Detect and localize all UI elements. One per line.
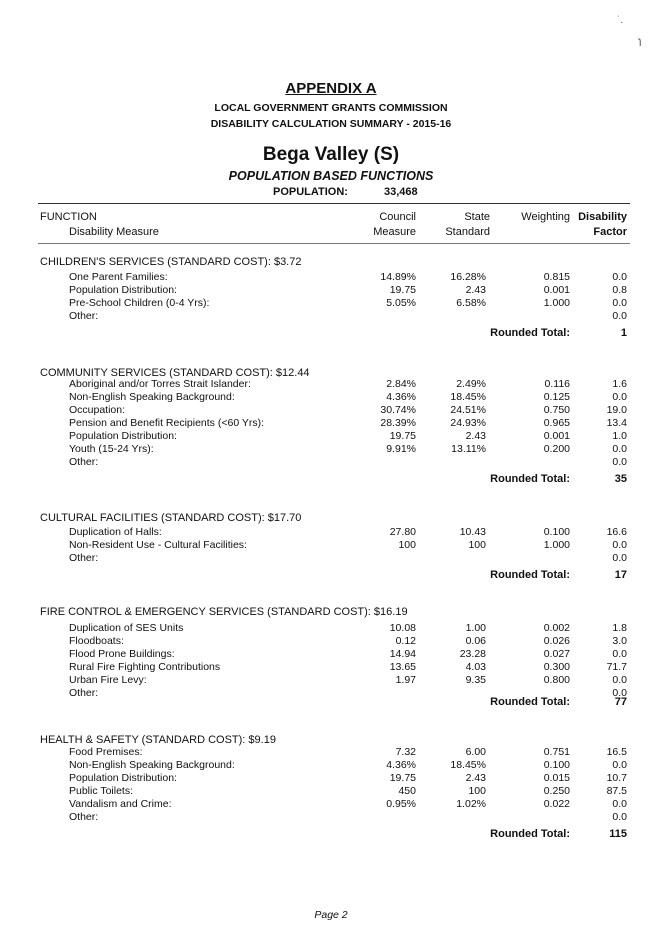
- section-heading: FIRE CONTROL & EMERGENCY SERVICES (STANDARD COST): $16.19: [40, 606, 408, 618]
- weighting: 1.000: [543, 297, 570, 309]
- rounded-total-label: Rounded Total:: [490, 696, 570, 708]
- state-standard: 6.00: [465, 746, 486, 758]
- rounded-total-value: 17: [614, 569, 627, 581]
- row-label: Vandalism and Crime:: [69, 798, 172, 810]
- weighting: 0.751: [543, 746, 570, 758]
- table-row: [0, 443, 662, 456]
- state-standard: 100: [468, 785, 486, 797]
- state-standard: 100: [468, 539, 486, 551]
- column-header-function: FUNCTION: [40, 211, 97, 223]
- council-measure: 4.36%: [386, 391, 416, 403]
- table-row: [0, 746, 662, 759]
- column-header-divider: [38, 243, 630, 244]
- disability-factor: 0.0: [612, 759, 627, 771]
- disability-factor: 0.0: [612, 798, 627, 810]
- summary-title: DISABILITY CALCULATION SUMMARY - 2015-16: [210, 118, 452, 130]
- weighting: 0.116: [544, 378, 570, 390]
- row-label: Other:: [69, 310, 99, 322]
- weighting: 0.026: [543, 635, 570, 647]
- table-row: [0, 759, 662, 772]
- table-row: [0, 404, 662, 417]
- disability-factor: 0.0: [612, 674, 627, 686]
- row-label: Pension and Benefit Recipients (<60 Yrs):: [69, 417, 265, 429]
- column-header-disability: Disability: [578, 211, 627, 223]
- row-label: Non-Resident Use - Cultural Facilities:: [69, 539, 247, 551]
- row-label: Population Distribution:: [69, 430, 177, 442]
- council-measure: 0.12: [395, 635, 416, 647]
- council-measure: 27.80: [389, 526, 416, 538]
- weighting: 0.965: [543, 417, 570, 429]
- table-row: [0, 417, 662, 430]
- council-measure: 14.94: [389, 648, 416, 660]
- council-measure: 13.65: [389, 661, 416, 673]
- table-row: [0, 674, 662, 687]
- column-header-council-2: Measure: [373, 226, 416, 238]
- column-header-state-2: Standard: [445, 226, 490, 238]
- weighting: 0.027: [543, 648, 570, 660]
- column-header-factor: Factor: [593, 226, 627, 238]
- rounded-total-row: [0, 569, 662, 582]
- disability-factor: 10.7: [606, 772, 627, 784]
- row-label: Urban Fire Levy:: [69, 674, 147, 686]
- row-label: Non-English Speaking Background:: [69, 391, 235, 403]
- rounded-total-row: [0, 696, 662, 709]
- weighting: 0.002: [543, 622, 570, 634]
- disability-factor: 0.0: [612, 648, 627, 660]
- table-row: [0, 785, 662, 798]
- rounded-total-value: 1: [620, 327, 627, 339]
- disability-factor: 87.5: [606, 785, 627, 797]
- disability-factor: 1.8: [612, 622, 627, 634]
- table-row: [0, 271, 662, 284]
- council-measure: 5.05%: [386, 297, 416, 309]
- row-label: Pre-School Children (0-4 Yrs):: [69, 297, 210, 309]
- disability-factor: 0.0: [612, 391, 627, 403]
- rounded-total-value: 35: [614, 473, 627, 485]
- disability-factor: 16.6: [606, 526, 627, 538]
- rounded-total-row: [0, 473, 662, 486]
- weighting: 0.815: [543, 271, 570, 283]
- table-row: [0, 539, 662, 552]
- table-row: [0, 772, 662, 785]
- state-standard: 6.58%: [456, 297, 486, 309]
- council-measure: 1.97: [395, 674, 416, 686]
- weighting: 0.001: [543, 284, 570, 296]
- rounded-total-label: Rounded Total:: [490, 828, 570, 840]
- disability-factor: 1.6: [612, 378, 627, 390]
- scan-mark: ˙.: [617, 15, 624, 26]
- row-label: Youth (15-24 Yrs):: [69, 443, 154, 455]
- column-header-weighting: Weighting: [521, 211, 570, 223]
- state-standard: 18.45%: [450, 391, 486, 403]
- table-row: [0, 635, 662, 648]
- row-label: Flood Prone Buildings:: [69, 648, 175, 660]
- disability-factor: 0.0: [612, 297, 627, 309]
- state-standard: 2.43: [465, 772, 486, 784]
- table-row: [0, 552, 662, 565]
- row-label: Food Premises:: [69, 746, 143, 758]
- rounded-total-row: [0, 828, 662, 841]
- table-row: [0, 297, 662, 310]
- row-label: Duplication of Halls:: [69, 526, 162, 538]
- page-number: Page 2: [314, 909, 348, 921]
- row-label: Population Distribution:: [69, 772, 177, 784]
- weighting: 1.000: [543, 539, 570, 551]
- state-standard: 23.28: [459, 648, 486, 660]
- row-label: Population Distribution:: [69, 284, 177, 296]
- council-measure: 28.39%: [380, 417, 416, 429]
- state-standard: 13.11%: [451, 443, 486, 455]
- population-value: 33,468: [384, 186, 418, 198]
- table-row: [0, 391, 662, 404]
- table-row: [0, 526, 662, 539]
- column-header-disability-measure: Disability Measure: [69, 226, 159, 238]
- weighting: 0.300: [543, 661, 570, 673]
- table-row: [0, 622, 662, 635]
- section-heading: CULTURAL FACILITIES (STANDARD COST): $17.70: [40, 512, 302, 524]
- disability-factor: 3.0: [612, 635, 627, 647]
- row-label: Floodboats:: [69, 635, 124, 647]
- state-standard: 2.43: [465, 284, 486, 296]
- table-row: [0, 284, 662, 297]
- weighting: 0.200: [543, 443, 570, 455]
- section-title: POPULATION BASED FUNCTIONS: [228, 169, 434, 183]
- row-label: One Parent Families:: [69, 271, 168, 283]
- row-label: Non-English Speaking Background:: [69, 759, 235, 771]
- state-standard: 1.00: [465, 622, 486, 634]
- row-label: Other:: [69, 552, 99, 564]
- state-standard: 24.51%: [450, 404, 486, 416]
- table-row: [0, 648, 662, 661]
- row-label: Other:: [69, 687, 99, 699]
- weighting: 0.750: [543, 404, 570, 416]
- table-row: [0, 430, 662, 443]
- rounded-total-row: [0, 327, 662, 340]
- council-measure: 100: [398, 539, 416, 551]
- state-standard: 9.35: [465, 674, 486, 686]
- row-label: Other:: [69, 456, 99, 468]
- rounded-total-value: 115: [609, 828, 627, 840]
- rounded-total-label: Rounded Total:: [490, 327, 570, 339]
- disability-factor: 0.8: [612, 284, 627, 296]
- disability-factor: 0.0: [612, 552, 627, 564]
- council-measure: 10.08: [389, 622, 416, 634]
- rounded-total-label: Rounded Total:: [490, 473, 570, 485]
- section-heading: CHILDREN'S SERVICES (STANDARD COST): $3.72: [40, 256, 302, 268]
- state-standard: 18.45%: [450, 759, 486, 771]
- council-measure: 30.74%: [380, 404, 416, 416]
- disability-factor: 0.0: [612, 310, 627, 322]
- disability-factor: 16.5: [606, 746, 627, 758]
- disability-factor: 19.0: [606, 404, 627, 416]
- weighting: 0.800: [543, 674, 570, 686]
- weighting: 0.001: [543, 430, 570, 442]
- column-header-council: Council: [379, 211, 416, 223]
- council-measure: 14.89%: [380, 271, 416, 283]
- population-label: POPULATION:: [273, 186, 348, 198]
- state-standard: 10.43: [459, 526, 486, 538]
- row-label: Other:: [69, 811, 99, 823]
- section-heading: HEALTH & SAFETY (STANDARD COST): $9.19: [40, 734, 276, 746]
- table-row: [0, 798, 662, 811]
- weighting: 0.100: [543, 759, 570, 771]
- state-standard: 16.28%: [450, 271, 486, 283]
- table-row: [0, 661, 662, 674]
- weighting: 0.015: [543, 772, 570, 784]
- council-measure: 7.32: [395, 746, 416, 758]
- disability-factor: 0.0: [612, 687, 627, 699]
- row-label: Aboriginal and/or Torres Strait Islander:: [69, 378, 251, 390]
- state-standard: 1.02%: [456, 798, 486, 810]
- weighting: 0.100: [543, 526, 570, 538]
- disability-factor: 0.0: [612, 456, 627, 468]
- council-measure: 0.95%: [386, 798, 416, 810]
- disability-factor: 0.0: [612, 811, 627, 823]
- rounded-total-value: 77: [614, 696, 627, 708]
- state-standard: 24.93%: [450, 417, 486, 429]
- state-standard: 0.06: [465, 635, 486, 647]
- weighting: 0.250: [543, 785, 570, 797]
- council-measure: 19.75: [389, 430, 416, 442]
- council-name: Bega Valley (S): [262, 144, 400, 165]
- commission-name: LOCAL GOVERNMENT GRANTS COMMISSION: [214, 102, 448, 114]
- council-measure: 19.75: [389, 284, 416, 296]
- state-standard: 2.43: [465, 430, 486, 442]
- appendix-title: APPENDIX A: [285, 80, 377, 97]
- row-label: Rural Fire Fighting Contributions: [69, 661, 221, 673]
- rounded-total-label: Rounded Total:: [490, 569, 570, 581]
- row-label: Duplication of SES Units: [69, 622, 184, 634]
- section-heading: COMMUNITY SERVICES (STANDARD COST): $12.44: [40, 367, 310, 379]
- disability-factor: 0.0: [612, 443, 627, 455]
- scan-mark: ɿ: [638, 36, 642, 47]
- state-standard: 4.03: [465, 661, 486, 673]
- council-measure: 450: [398, 785, 416, 797]
- disability-factor: 0.0: [612, 271, 627, 283]
- weighting: 0.022: [543, 798, 570, 810]
- table-row: [0, 310, 662, 323]
- council-measure: 19.75: [389, 772, 416, 784]
- row-label: Public Toilets:: [69, 785, 134, 797]
- council-measure: 4.36%: [386, 759, 416, 771]
- council-measure: 9.91%: [386, 443, 416, 455]
- weighting: 0.125: [543, 391, 570, 403]
- table-row: [0, 811, 662, 824]
- row-label: Occupation:: [69, 404, 126, 416]
- disability-factor: 71.7: [606, 661, 627, 673]
- header-divider: [38, 203, 630, 204]
- disability-factor: 1.0: [612, 430, 627, 442]
- council-measure: 2.84%: [386, 378, 416, 390]
- table-row: [0, 456, 662, 469]
- table-row: [0, 378, 662, 391]
- column-header-state: State: [464, 211, 490, 223]
- disability-factor: 0.0: [612, 539, 627, 551]
- state-standard: 2.49%: [456, 378, 486, 390]
- disability-factor: 13.4: [606, 417, 627, 429]
